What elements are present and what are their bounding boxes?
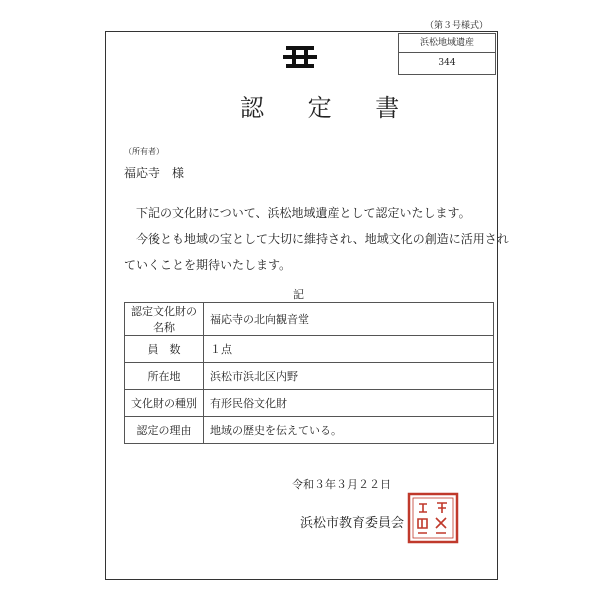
certification-table (124, 302, 494, 444)
form-number: （第３号様式） (425, 21, 489, 31)
row-label: 文化財の種別 (125, 390, 204, 417)
table-row (125, 417, 494, 444)
register-number: 344 (438, 58, 456, 68)
register-box (398, 33, 496, 75)
issuer-name: 浜松市教育委員会 (300, 516, 405, 531)
register-label: 浜松地域遺産 (399, 34, 495, 53)
row-value: 浜松市浜北区内野 (204, 363, 494, 390)
row-label: 所在地 (125, 363, 204, 390)
row-label: 認定文化財の名称 (125, 303, 204, 336)
issue-date: 令和３年３月２２日 (292, 478, 391, 491)
row-label: 認定の理由 (125, 417, 204, 444)
row-value: １点 (204, 336, 494, 363)
row-value: 有形民俗文化財 (204, 390, 494, 417)
seal-border (409, 494, 457, 542)
table-row (125, 336, 494, 363)
row-value: 地域の歴史を伝えている。 (204, 417, 494, 444)
row-label: 員 数 (125, 336, 204, 363)
body-line-3: ていくことを期待いたします。 (124, 258, 292, 272)
row-value: 福応寺の北向観音堂 (204, 303, 494, 336)
city-emblem-icon (283, 44, 317, 70)
body-line-1: 下記の文化財について、浜松地域遺産として認定いたします。 (124, 206, 471, 220)
table-row (125, 390, 494, 417)
table-row (125, 363, 494, 390)
official-seal-icon (407, 492, 459, 544)
body-line-2: 今後とも地域の宝として大切に維持され、地域文化の創造に活用され (124, 232, 509, 246)
document-title: 認 定 書 (240, 94, 418, 122)
owner-name: 福応寺 様 (124, 166, 185, 180)
owner-label: （所有者） (124, 147, 164, 156)
table-row (125, 303, 494, 336)
ki-heading: 記 (293, 288, 304, 301)
